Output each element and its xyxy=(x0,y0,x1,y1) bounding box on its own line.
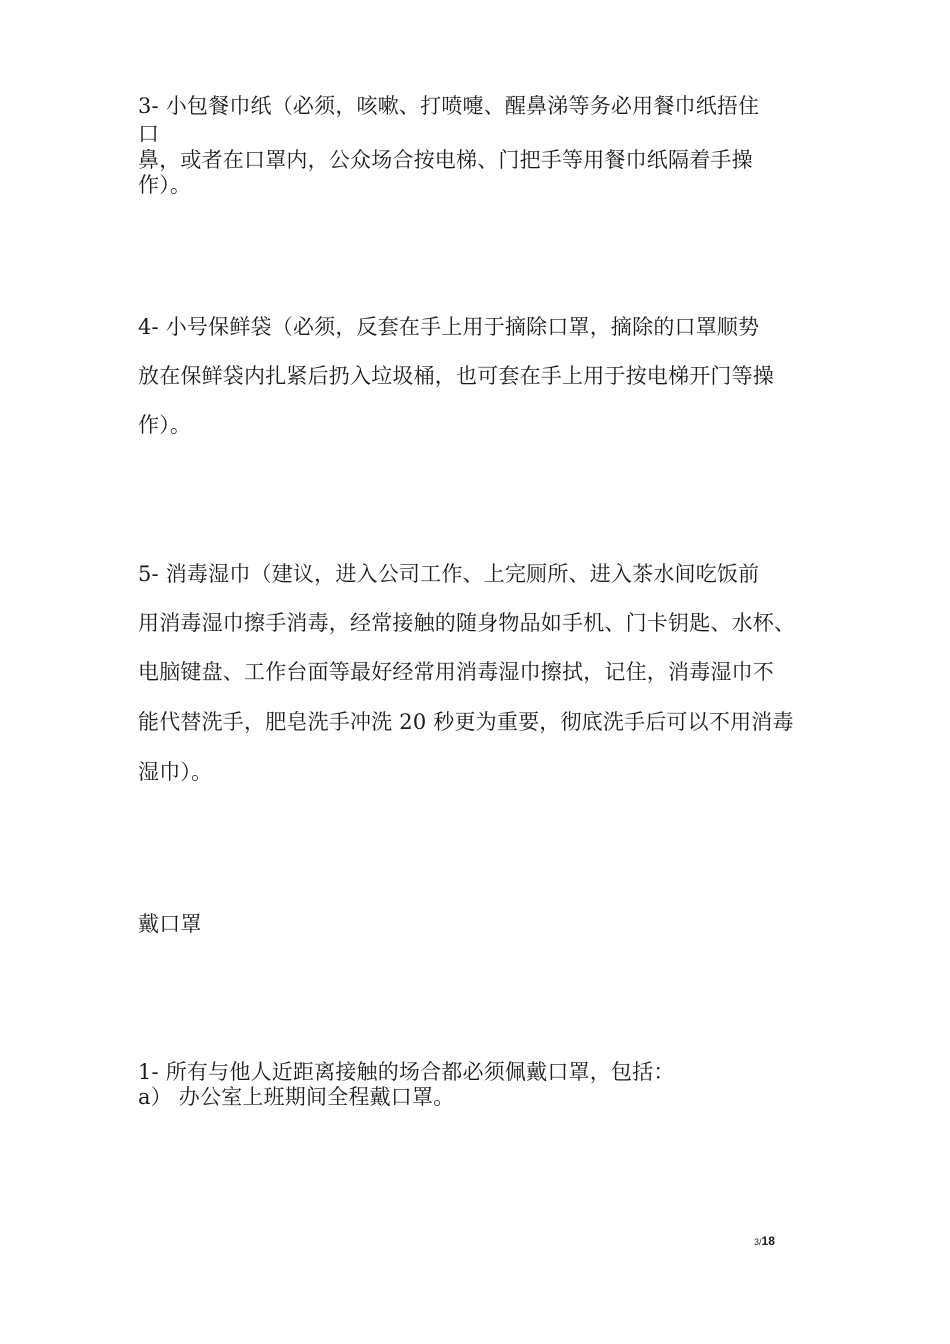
section-paragraph-1: 1- 所有与他人近距离接触的场合都必须佩戴口罩，包括： xyxy=(138,1060,675,1084)
item-3-line-1: 3- 小包餐巾纸（必须，咳嗽、打喷嚏、醒鼻涕等务必用餐巾纸捂住 xyxy=(138,94,760,118)
section-paragraph-2: a） 办公室上班期间全程戴口罩。 xyxy=(138,1085,455,1109)
item-5-line-5: 湿巾）。 xyxy=(138,760,213,784)
item-4-line-3: 作）。 xyxy=(138,413,192,437)
page-current: 3/ xyxy=(754,1237,762,1247)
item-4-line-1: 4- 小号保鲜袋（必须，反套在手上用于摘除口罩，摘除的口罩顺势 xyxy=(138,315,760,339)
page-total: 18 xyxy=(761,1234,775,1248)
item-5-line-1: 5- 消毒湿巾（建议，进入公司工作、上完厕所、进入茶水间吃饭前 xyxy=(138,562,760,586)
item-5-line-2: 用消毒湿巾擦手消毒，经常接触的随身物品如手机、门卡钥匙、水杯、 xyxy=(138,611,796,635)
item-3-line-2: 口 xyxy=(138,122,160,146)
section-heading: 戴口罩 xyxy=(138,912,202,936)
item-3-line-3: 鼻，或者在口罩内，公众场合按电梯、门把手等用餐巾纸隔着手操 xyxy=(138,148,753,172)
item-3-line-4: 作）。 xyxy=(138,173,192,197)
item-5-line-4: 能代替洗手，肥皂洗手冲洗 20 秒更为重要，彻底洗手后可以不用消毒 xyxy=(138,710,794,734)
item-5-line-3: 电脑键盘、工作台面等最好经常用消毒湿巾擦拭，记住，消毒湿巾不 xyxy=(138,660,774,684)
page-number xyxy=(754,1234,775,1248)
item-4-line-2: 放在保鲜袋内扎紧后扔入垃圾桶，也可套在手上用于按电梯开门等操 xyxy=(138,364,774,388)
